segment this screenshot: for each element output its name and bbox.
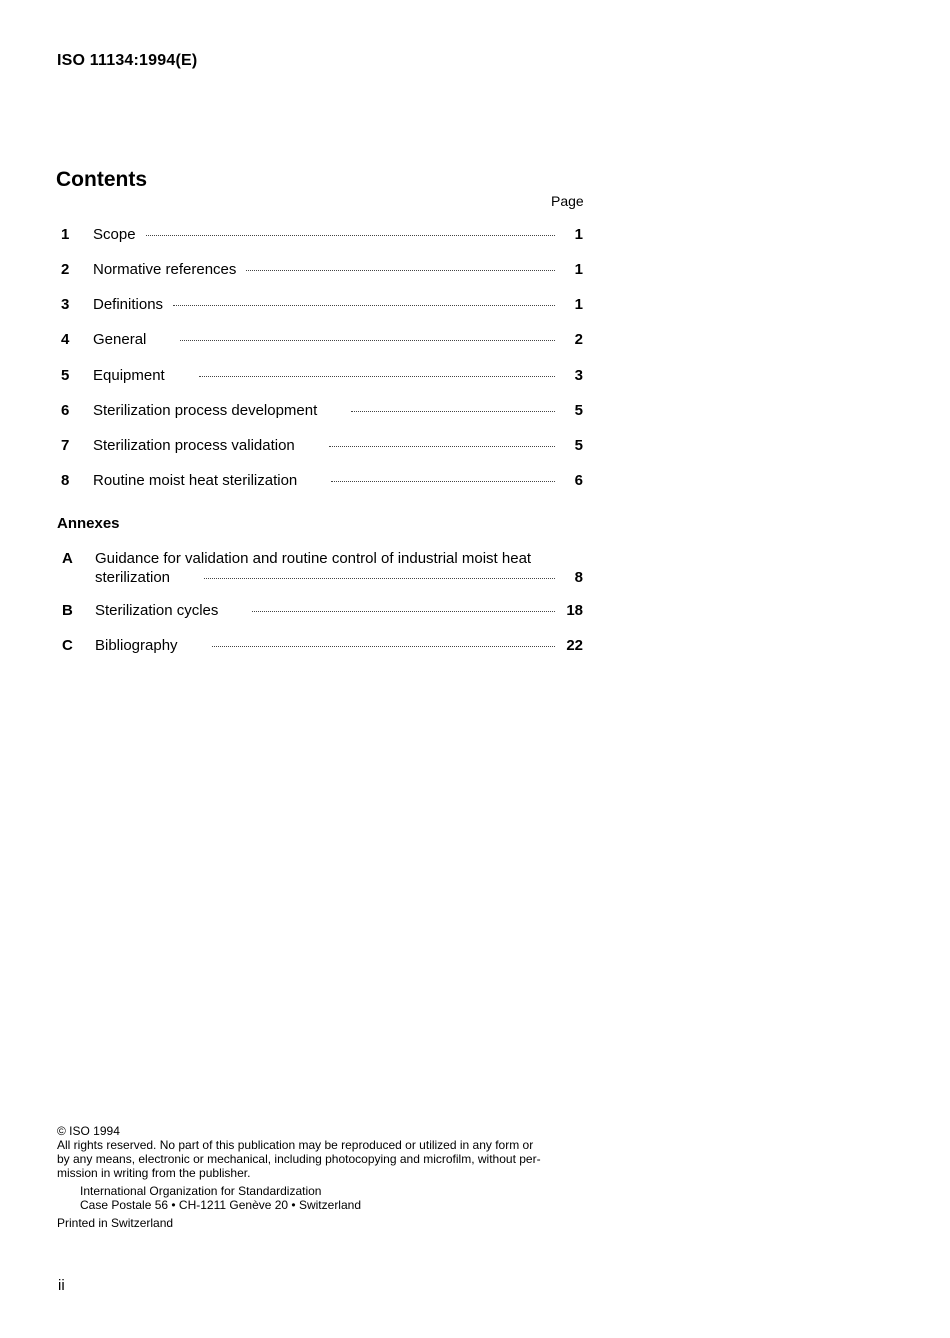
annex-entry[interactable] [57, 550, 583, 590]
toc-entry[interactable] [57, 296, 583, 316]
printed-location: Printed in Switzerland [57, 1216, 174, 1230]
toc-title: Definitions [93, 296, 164, 313]
dot-leader [204, 578, 555, 579]
document-id: ISO 11134:1994(E) [57, 52, 198, 69]
annex-body [95, 550, 583, 588]
annex-title: Sterilization cycles [95, 602, 219, 619]
toc-entry[interactable] [57, 367, 583, 387]
dot-leader [146, 235, 555, 236]
dot-leader [331, 481, 555, 482]
annexes-heading: Annexes [57, 515, 120, 532]
toc-number: 2 [61, 261, 70, 278]
page-column-label: Page [551, 193, 584, 209]
annex-letter: B [62, 602, 73, 619]
annex-letter: A [62, 550, 73, 567]
dot-leader [180, 340, 555, 341]
toc-title: Normative references [93, 261, 237, 278]
annex-body [95, 602, 583, 621]
toc-page-number: 3 [574, 367, 583, 384]
annex-letter: C [62, 637, 73, 654]
toc-page-number: 1 [574, 261, 583, 278]
toc-number: 7 [61, 437, 70, 454]
toc-title: Equipment [93, 367, 165, 384]
dot-leader [212, 646, 555, 647]
toc-page-number: 1 [574, 296, 583, 313]
annex-page-number: 8 [574, 569, 583, 586]
page-number: ii [58, 1277, 65, 1294]
toc-number: 4 [61, 331, 70, 348]
toc-title: Sterilization process validation [93, 437, 295, 454]
dot-leader [173, 305, 555, 306]
toc-number: 1 [61, 226, 70, 243]
toc-entry[interactable] [57, 331, 583, 351]
organization-name: International Organization for Standardization [80, 1184, 322, 1198]
toc-number: 5 [61, 367, 70, 384]
toc-title: General [93, 331, 147, 348]
copyright-block [57, 1124, 587, 1230]
toc-page-number: 5 [574, 437, 583, 454]
toc-title: Scope [93, 226, 136, 243]
copyright-notice: © ISO 1994 [57, 1124, 120, 1138]
contents-heading: Contents [56, 168, 147, 191]
toc-entry[interactable] [57, 472, 583, 492]
toc-entry[interactable] [57, 261, 583, 281]
dot-leader [329, 446, 555, 447]
toc-title: Sterilization process development [93, 402, 318, 419]
annex-page-number: 22 [566, 637, 583, 654]
annex-entry[interactable] [57, 637, 583, 657]
organization-address: Case Postale 56 • CH-1211 Genève 20 • Switzerland [80, 1198, 361, 1212]
toc-number: 3 [61, 296, 70, 313]
toc-page-number: 1 [574, 226, 583, 243]
toc-page-number: 5 [574, 402, 583, 419]
dot-leader [246, 270, 555, 271]
rights-text-line1: All rights reserved. No part of this publication may be reproduced or utilized in any form or [57, 1138, 534, 1152]
annex-title-line1: Guidance for validation and routine control of industrial moist heat [95, 550, 532, 567]
toc-number: 6 [61, 402, 70, 419]
annex-page-number: 18 [566, 602, 583, 619]
rights-text-line2: by any means, electronic or mechanical, including photocopying and microfilm, without per- [57, 1152, 541, 1166]
toc-number: 8 [61, 472, 70, 489]
annex-title-line2: sterilization [95, 569, 171, 586]
toc-page-number: 6 [574, 472, 583, 489]
toc-page-number: 2 [574, 331, 583, 348]
toc-entry[interactable] [57, 402, 583, 422]
dot-leader [252, 611, 555, 612]
annex-entry[interactable] [57, 602, 583, 622]
annex-body [95, 637, 583, 656]
dot-leader [199, 376, 555, 377]
annex-title: Bibliography [95, 637, 178, 654]
toc-entry[interactable] [57, 226, 583, 246]
dot-leader [351, 411, 555, 412]
toc-entry[interactable] [57, 437, 583, 457]
toc-title: Routine moist heat sterilization [93, 472, 298, 489]
rights-text-line3: mission in writing from the publisher. [57, 1166, 251, 1180]
